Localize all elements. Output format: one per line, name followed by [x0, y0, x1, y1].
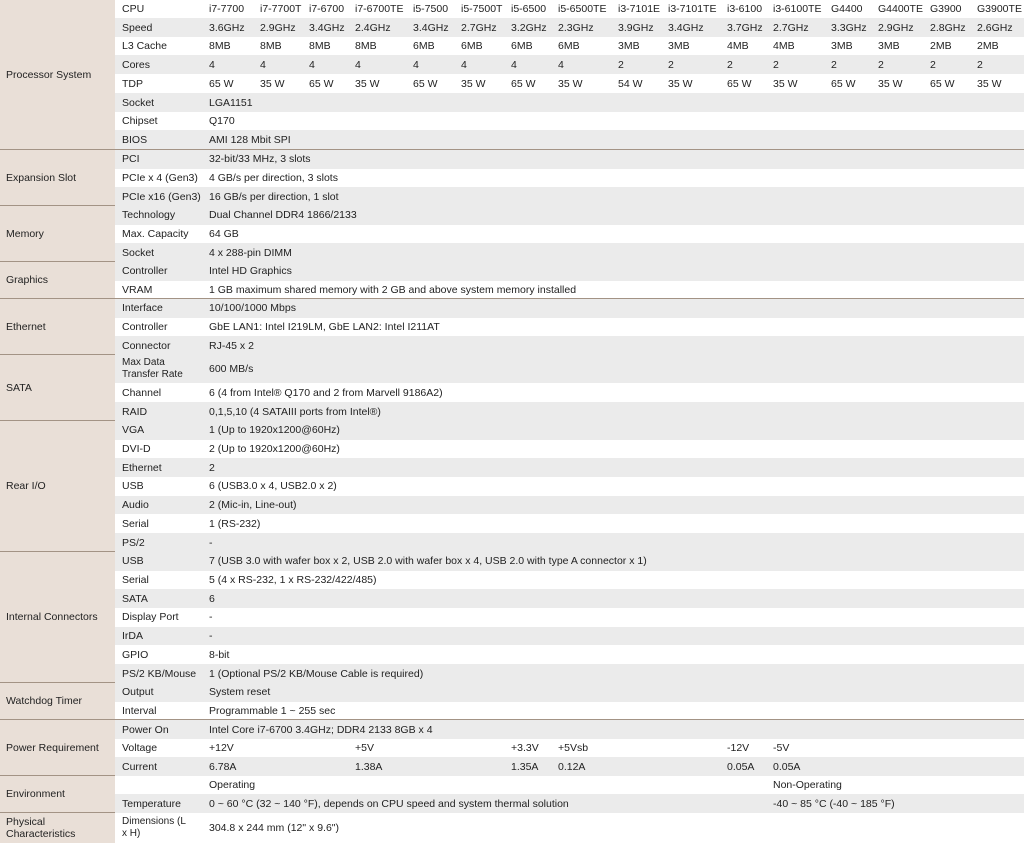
spec-row — [115, 169, 1024, 188]
row-value: 2 — [209, 461, 215, 474]
row-label: Serial — [122, 574, 149, 587]
group-expansion — [0, 150, 1024, 206]
group-label: Graphics — [0, 262, 115, 299]
row-label: RAID — [122, 405, 148, 418]
env-header-row — [115, 776, 1024, 794]
cpu-cell: 35 W — [977, 77, 1002, 90]
row-value: Programmable 1 ~ 255 sec — [209, 704, 336, 717]
cpu-cell: 2.9GHz — [878, 21, 914, 34]
row-label: Socket — [122, 96, 155, 109]
power-cell: 6.78A — [209, 760, 237, 773]
cpu-cell: 3MB — [831, 40, 853, 52]
cpu-cell: i3-6100TE — [773, 3, 822, 15]
spec-row — [115, 589, 1024, 608]
group-rows — [115, 262, 1024, 299]
cpu-cell: i5-6500TE — [558, 3, 607, 15]
spec-row — [115, 421, 1024, 440]
row-label: VGA — [122, 424, 145, 437]
group-ethernet — [0, 299, 1024, 355]
row-value: 6 — [209, 592, 215, 605]
cpu-cell: i7-7700 — [209, 3, 245, 15]
row-value: GbE LAN1: Intel I219LM, GbE LAN2: Intel I211AT — [209, 321, 440, 334]
row-label: Temperature — [122, 797, 181, 810]
spec-row — [115, 383, 1024, 402]
spec-row — [115, 458, 1024, 477]
group-watchdog — [0, 683, 1024, 720]
group-label: Processor System — [0, 0, 115, 150]
cpu-cell: 3.6GHz — [209, 21, 245, 34]
spec-row — [115, 440, 1024, 459]
spec-row — [115, 402, 1024, 421]
cpu-cell: 3.4GHz — [413, 21, 449, 34]
row-label: Interval — [122, 704, 157, 717]
row-value: 1 (Up to 1920x1200@60Hz) — [209, 424, 340, 437]
cpu-cell: 2MB — [977, 40, 999, 52]
row-value: Q170 — [209, 115, 235, 127]
cpu-cell: 4 — [413, 58, 419, 71]
power-on-row — [115, 720, 1024, 739]
cpu-cell: G4400TE — [878, 3, 923, 15]
cpu-cell: 2.4GHz — [355, 21, 391, 34]
spec-row — [115, 318, 1024, 337]
power-cell: +5Vsb — [558, 742, 589, 754]
group-rows — [115, 0, 1024, 150]
cpu-cell: 4 — [260, 58, 266, 71]
row-value: 2 (Mic-in, Line-out) — [209, 499, 297, 512]
spec-row — [115, 496, 1024, 515]
spec-row — [115, 533, 1024, 552]
group-power — [0, 720, 1024, 776]
speed-row — [115, 18, 1024, 37]
group-environment — [0, 776, 1024, 813]
cpu-cell: 6MB — [461, 40, 483, 52]
row-value: Dual Channel DDR4 1866/2133 — [209, 209, 357, 222]
row-value: AMI 128 Mbit SPI — [209, 133, 291, 146]
power-cell: 0.05A — [727, 760, 755, 773]
chipset-row — [115, 112, 1024, 130]
group-graphics — [0, 262, 1024, 299]
group-rows — [115, 720, 1024, 776]
row-label: Max Data Transfer Rate — [122, 357, 183, 380]
row-value: 64 GB — [209, 228, 239, 241]
cpu-cell: G3900TE — [977, 3, 1022, 15]
row-value: 304.8 x 244 mm (12" x 9.6") — [209, 822, 340, 834]
group-processor — [0, 0, 1024, 150]
row-value: 4 GB/s per direction, 3 slots — [209, 172, 338, 185]
row-value: - — [209, 536, 213, 549]
row-value: - — [209, 630, 213, 643]
cpu-cell: G3900 — [930, 3, 962, 15]
cpu-cell: 3MB — [618, 40, 640, 52]
row-label: Channel — [122, 386, 162, 399]
row-label: Speed — [122, 21, 153, 34]
temperature-row — [115, 794, 1024, 813]
cpu-cell: 8MB — [260, 40, 282, 52]
row-label: SATA — [122, 592, 148, 605]
spec-row — [115, 355, 1024, 383]
spec-row — [115, 702, 1024, 721]
power-cell: 1.38A — [355, 760, 383, 773]
spec-row — [115, 225, 1024, 244]
spec-row — [115, 150, 1024, 169]
row-label: Dimensions (L x H) — [122, 816, 186, 839]
cpu-cell: 4MB — [727, 40, 749, 52]
group-rows — [115, 299, 1024, 355]
cpu-cell: 2.7GHz — [773, 21, 809, 34]
group-rows — [115, 421, 1024, 552]
row-label: Current — [122, 760, 158, 773]
row-label: Serial — [122, 517, 149, 530]
row-value: 16 GB/s per direction, 1 slot — [209, 190, 339, 203]
power-cell: -12V — [727, 742, 750, 754]
row-label: Power On — [122, 723, 169, 736]
tdp-row — [115, 74, 1024, 93]
cpu-cell: 3.9GHz — [618, 21, 654, 34]
row-value: - — [209, 611, 213, 624]
spec-row — [115, 477, 1024, 496]
row-label: Connector — [122, 339, 171, 352]
cpu-cell: 65 W — [930, 77, 955, 90]
spec-row — [115, 206, 1024, 225]
row-label: Socket — [122, 246, 155, 259]
row-label: Audio — [122, 499, 149, 512]
cpu-cell: i3-7101TE — [668, 3, 717, 15]
row-label: USB — [122, 555, 144, 568]
cpu-cell: 65 W — [511, 77, 536, 90]
group-rows — [115, 355, 1024, 421]
row-value: 8-bit — [209, 648, 230, 661]
operating-header: Operating — [209, 779, 256, 791]
non-operating-header: Non-Operating — [773, 779, 842, 791]
row-label: VRAM — [122, 283, 153, 296]
row-value: 0,1,5,10 (4 SATAIII ports from Intel®) — [209, 405, 381, 418]
cpu-cell: 8MB — [355, 40, 377, 52]
cpu-cell: 6MB — [558, 40, 580, 52]
cpu-cell: 3.3GHz — [831, 21, 867, 34]
row-value: 1 (RS-232) — [209, 517, 261, 530]
group-rear-io — [0, 421, 1024, 552]
power-cell: +5V — [355, 742, 374, 754]
cpu-cell: i7-6700TE — [355, 3, 404, 15]
cpu-cell: 2 — [727, 58, 733, 71]
cpu-cell: 2 — [930, 58, 936, 71]
group-label: SATA — [0, 355, 115, 421]
row-label: PCI — [122, 153, 140, 166]
cpu-cell: 3MB — [668, 40, 690, 52]
cpu-cell: 65 W — [209, 77, 234, 90]
cpu-cell: 65 W — [413, 77, 438, 90]
row-label: Display Port — [122, 611, 179, 624]
group-rows — [115, 150, 1024, 206]
spec-row — [115, 683, 1024, 702]
power-cell: -5V — [773, 742, 790, 754]
spec-row — [115, 552, 1024, 571]
cpu-cell: 6MB — [511, 40, 533, 52]
spec-row — [115, 515, 1024, 534]
socket-row — [115, 93, 1024, 112]
cpu-cell: 3MB — [878, 40, 900, 52]
cpu-cell: 2 — [773, 58, 779, 71]
row-value: 2 (Up to 1920x1200@60Hz) — [209, 443, 340, 456]
cpu-cell: 4 — [309, 58, 315, 71]
row-value: System reset — [209, 686, 271, 699]
row-value: 1 GB maximum shared memory with 2 GB and above system memory installed — [209, 283, 577, 296]
cpu-cell: 2 — [977, 58, 983, 71]
cpu-cell: i7-6700 — [309, 3, 345, 15]
group-memory — [0, 206, 1024, 262]
power-cell: 0.05A — [773, 760, 801, 773]
row-value: 600 MB/s — [209, 363, 254, 375]
cpu-cell: 2.7GHz — [461, 21, 497, 34]
group-rows — [115, 206, 1024, 262]
power-cell: +3.3V — [511, 742, 539, 754]
row-label: Cores — [122, 58, 151, 71]
row-label: PCIe x16 (Gen3) — [122, 190, 201, 203]
group-label: Environment — [0, 776, 115, 813]
non-operating-temp: -40 ~ 85 °C (-40 ~ 185 °F) — [773, 797, 895, 810]
cpu-cell: i7-7700T — [260, 3, 302, 15]
cpu-cell: i3-6100 — [727, 3, 763, 15]
cache-row — [115, 37, 1024, 55]
current-row — [115, 757, 1024, 776]
spec-row — [115, 243, 1024, 262]
power-cell: 0.12A — [558, 760, 586, 773]
row-label: TDP — [122, 77, 143, 90]
cpu-cell: 35 W — [878, 77, 903, 90]
row-value: 6 (4 from Intel® Q170 and 2 from Marvell 9186A2) — [209, 386, 443, 399]
group-label: Watchdog Timer — [0, 683, 115, 720]
spec-row — [115, 646, 1024, 665]
cpu-cell: 3.7GHz — [727, 21, 763, 34]
spec-row — [115, 608, 1024, 627]
cpu-cell: 65 W — [831, 77, 856, 90]
group-physical — [0, 813, 1024, 843]
row-label: PCIe x 4 (Gen3) — [122, 172, 198, 185]
row-label: PS/2 KB/Mouse — [122, 667, 197, 680]
cpu-cell: 35 W — [260, 77, 285, 90]
cpu-row — [115, 0, 1024, 18]
cpu-cell: 2MB — [930, 40, 952, 52]
group-sata — [0, 355, 1024, 421]
cpu-cell: 35 W — [558, 77, 583, 90]
group-rows — [115, 813, 1024, 843]
cpu-cell: 4MB — [773, 40, 795, 52]
cpu-cell: 2.3GHz — [558, 21, 594, 34]
cpu-cell: i5-6500 — [511, 3, 547, 15]
row-label: DVI-D — [122, 443, 151, 456]
cpu-cell: G4400 — [831, 3, 863, 15]
cpu-cell: i5-7500 — [413, 3, 449, 15]
row-label: PS/2 — [122, 536, 145, 549]
cpu-cell: 4 — [209, 58, 215, 71]
group-label: Physical Characteristics — [0, 813, 115, 843]
group-label: Rear I/O — [0, 421, 115, 552]
cpu-cell: 35 W — [461, 77, 486, 90]
cpu-cell: 4 — [461, 58, 467, 71]
cpu-cell: 8MB — [309, 40, 331, 52]
row-label: USB — [122, 480, 144, 493]
bios-row — [115, 130, 1024, 149]
row-value: 32-bit/33 MHz, 3 slots — [209, 153, 311, 166]
group-label: Expansion Slot — [0, 150, 115, 206]
spec-row — [115, 299, 1024, 318]
row-value: 6 (USB3.0 x 4, USB2.0 x 2) — [209, 480, 337, 493]
voltage-row — [115, 739, 1024, 757]
operating-temp: 0 ~ 60 °C (32 ~ 140 °F), depends on CPU speed and system thermal solution — [209, 797, 569, 810]
row-label: Interface — [122, 302, 163, 315]
dimensions-row — [115, 813, 1024, 843]
row-label: BIOS — [122, 133, 148, 146]
row-value: 1 (Optional PS/2 KB/Mouse Cable is required) — [209, 667, 424, 680]
row-label: Chipset — [122, 115, 158, 127]
row-label: Max. Capacity — [122, 228, 189, 241]
cpu-cell: 4 — [511, 58, 517, 71]
cpu-cell: 35 W — [668, 77, 693, 90]
row-value: 7 (USB 3.0 with wafer box x 2, USB 2.0 with wafer box x 4, USB 2.0 with type A connector x 1) — [209, 555, 647, 568]
cpu-cell: 8MB — [209, 40, 231, 52]
cpu-cell: 2.6GHz — [977, 21, 1013, 34]
cpu-cell: 4 — [355, 58, 361, 71]
group-label: Memory — [0, 206, 115, 262]
group-label: Ethernet — [0, 299, 115, 355]
cpu-cell: 6MB — [413, 40, 435, 52]
row-value: Intel HD Graphics — [209, 265, 292, 278]
row-value: LGA1151 — [209, 96, 253, 109]
spec-row — [115, 571, 1024, 590]
row-label: CPU — [122, 3, 145, 15]
row-label: Output — [122, 686, 154, 699]
group-internal — [0, 552, 1024, 683]
cpu-cell: 2 — [618, 58, 624, 71]
row-label: Voltage — [122, 742, 158, 754]
group-rows — [115, 683, 1024, 720]
cpu-cell: 2 — [831, 58, 837, 71]
row-value: 10/100/1000 Mbps — [209, 302, 296, 315]
row-label: Controller — [122, 321, 168, 334]
row-value: 4 x 288-pin DIMM — [209, 246, 292, 259]
cpu-cell: 3.4GHz — [668, 21, 704, 34]
spec-row — [115, 336, 1024, 355]
cpu-cell: 35 W — [355, 77, 380, 90]
group-rows — [115, 776, 1024, 813]
cpu-cell: 2 — [878, 58, 884, 71]
cpu-cell: i5-7500T — [461, 3, 503, 15]
cpu-cell: 35 W — [773, 77, 798, 90]
cpu-cell: i3-7101E — [618, 3, 661, 15]
spec-row — [115, 187, 1024, 206]
cpu-cell: 2.8GHz — [930, 21, 966, 34]
cpu-cell: 3.4GHz — [309, 21, 345, 34]
spec-row — [115, 627, 1024, 646]
cores-row — [115, 55, 1024, 74]
cpu-cell: 3.2GHz — [511, 21, 547, 34]
power-cell: +12V — [209, 742, 234, 754]
cpu-cell: 4 — [558, 58, 564, 71]
row-label: Controller — [122, 265, 168, 278]
cpu-cell: 54 W — [618, 77, 643, 90]
row-label: GPIO — [122, 648, 149, 661]
row-label: IrDA — [122, 630, 143, 643]
row-label: L3 Cache — [122, 40, 167, 52]
spec-row — [115, 262, 1024, 281]
power-cell: 1.35A — [511, 760, 539, 773]
cpu-cell: 65 W — [309, 77, 334, 90]
cpu-cell: 2 — [668, 58, 674, 71]
row-value: Intel Core i7-6700 3.4GHz; DDR4 2133 8GB x 4 — [209, 723, 433, 736]
row-value: RJ-45 x 2 — [209, 339, 254, 352]
row-value: 5 (4 x RS-232, 1 x RS-232/422/485) — [209, 574, 377, 587]
spec-row — [115, 281, 1024, 300]
row-label: Technology — [122, 209, 176, 222]
spec-row — [115, 664, 1024, 683]
cpu-cell: 65 W — [727, 77, 752, 90]
cpu-cell: 2.9GHz — [260, 21, 296, 34]
group-label: Internal Connectors — [0, 552, 115, 683]
row-label: Ethernet — [122, 461, 162, 474]
group-rows — [115, 552, 1024, 683]
group-label: Power Requirement — [0, 720, 115, 776]
